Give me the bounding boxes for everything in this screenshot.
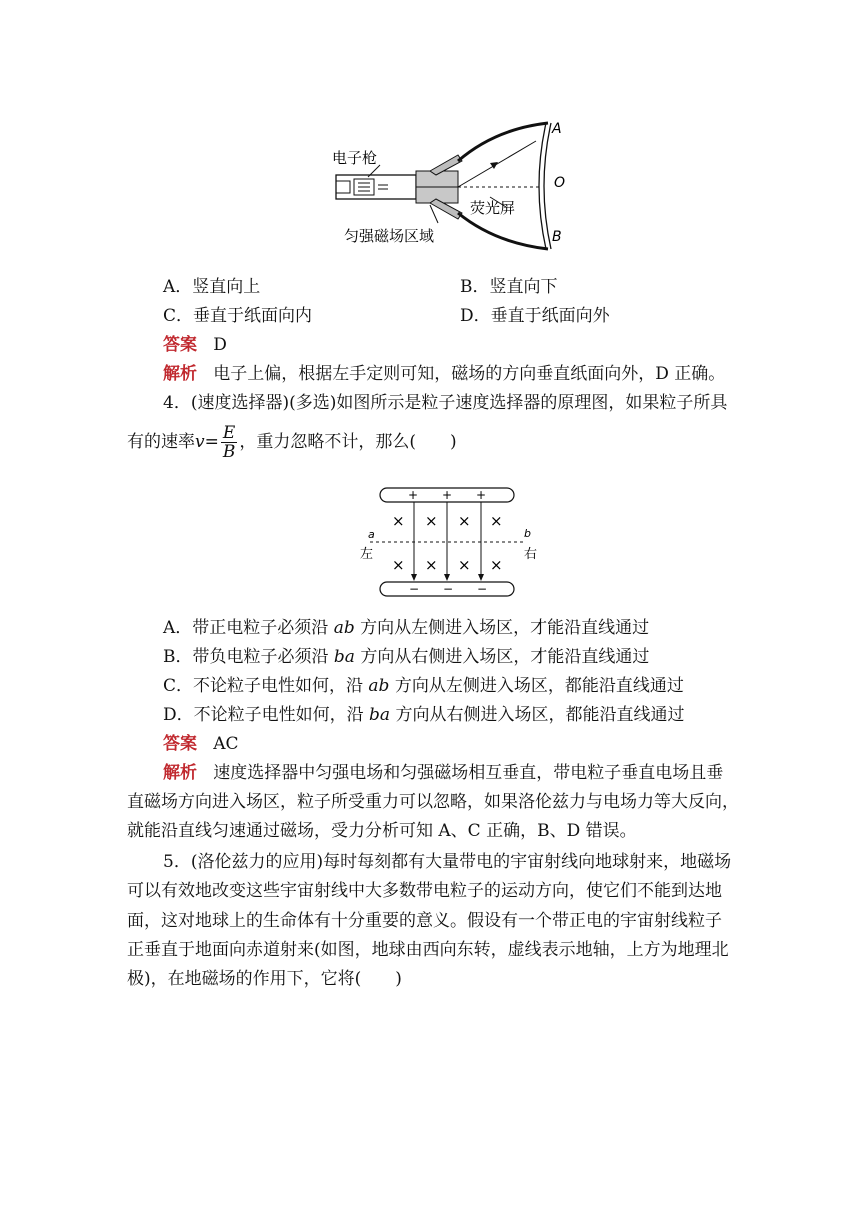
option-key: C． [163, 676, 194, 696]
fraction-denominator: B [222, 441, 236, 462]
analysis-label: 解析 [163, 763, 197, 783]
answer-value: AC [213, 734, 239, 754]
q4-analysis-line2: 直磁场方向进入场区，粒子所受重力可以忽略，如果洛伦兹力与电场力等大反向， [127, 792, 739, 812]
stem-text-post: ，重力忽略不计，那么( ) [239, 432, 457, 452]
fraction-numerator: E [221, 424, 238, 443]
option-text: 方向从右侧进入场区，才能沿直线通过 [354, 647, 650, 667]
option-key: C． [163, 306, 194, 326]
minus-sign: − [477, 582, 488, 596]
var-v: v [195, 432, 205, 452]
option-text: 垂直于纸面向内 [193, 306, 313, 326]
point-o-label: O [554, 175, 566, 191]
option-key: A． [163, 277, 193, 297]
q5-line1: 5．(洛伦兹力的应用)每时每刻都有大量带电的宇宙射线向地球射来，地磁场 [163, 852, 732, 872]
crt-figure [320, 115, 580, 255]
q4-stem-line2 [127, 424, 457, 460]
right-label: 右 [524, 547, 538, 562]
minus-sign: − [443, 582, 454, 596]
plus-sign: + [408, 488, 419, 502]
q4-option-d [163, 704, 684, 726]
cross-mark: × [458, 512, 471, 530]
q3-option-a [163, 276, 260, 298]
q4-option-c [163, 675, 684, 697]
velocity-selector-figure [350, 480, 550, 605]
option-var: ba [369, 705, 391, 725]
stem-text: 有的速率 [127, 432, 195, 452]
answer-label: 答案 [163, 734, 197, 754]
left-label: 左 [360, 547, 374, 562]
option-text: 竖直向下 [489, 277, 558, 297]
option-text: 垂直于纸面向外 [490, 306, 610, 326]
q4-analysis-line3: 就能沿直线匀速通过磁场，受力分析可知 A、C 正确，B、D 错误。 [127, 821, 637, 841]
option-key: B． [460, 277, 490, 297]
q4-option-b [163, 646, 649, 668]
q5-line4: 正垂直于地面向赤道射来(如图，地球由西向东转，虚线表示地轴，上方为地理北 [127, 940, 729, 960]
option-text: 方向从左侧进入场区，才能沿直线通过 [354, 618, 650, 638]
option-key: D． [163, 705, 194, 725]
electron-gun-label: 电子枪 [332, 149, 378, 167]
answer-value: D [213, 335, 227, 355]
point-b-label: B [552, 229, 562, 245]
point-a-label: A [552, 121, 562, 137]
cross-mark: × [425, 556, 438, 574]
field-region-label: 匀强磁场区域 [344, 227, 435, 245]
option-text: 带负电粒子必须沿 [192, 647, 334, 667]
cross-mark: × [392, 512, 405, 530]
option-key: B． [163, 647, 193, 667]
option-text: 竖直向上 [192, 277, 261, 297]
q5-line3: 面，这对地球上的生命体有十分重要的意义。假设有一个带正电的宇宙射线粒子 [127, 911, 722, 931]
q3-option-c [163, 305, 312, 327]
fraction-e-over-b [221, 424, 238, 461]
analysis-text: 电子上偏，根据左手定则可知，磁场的方向垂直纸面向外，D 正确。 [213, 364, 726, 384]
minus-sign: − [409, 582, 420, 596]
option-key: D． [460, 306, 491, 326]
analysis-text: 速度选择器中匀强电场和匀强磁场相互垂直，带电粒子垂直电场且垂 [213, 763, 724, 783]
option-var: ab [333, 618, 355, 638]
option-text: 方向从右侧进入场区，都能沿直线通过 [390, 705, 685, 725]
point-a-label: a [368, 528, 375, 541]
q3-answer [163, 334, 227, 356]
q5-line5: 极)，在地磁场的作用下，它将( ) [127, 969, 402, 989]
plus-sign: + [476, 488, 487, 502]
q3-analysis [163, 363, 725, 385]
option-var: ab [368, 676, 390, 696]
q3-option-b [460, 276, 558, 298]
point-b-label: b [524, 527, 531, 540]
cross-mark: × [392, 556, 405, 574]
screen-label: 荧光屏 [470, 199, 516, 217]
option-text: 方向从左侧进入场区，都能沿直线通过 [389, 676, 684, 696]
q4-option-a [163, 617, 649, 639]
q4-answer [163, 733, 239, 755]
option-text: 不论粒子电性如何，沿 [193, 705, 370, 725]
q5-line2: 可以有效地改变这些宇宙射线中大多数带电粒子的运动方向，使它们不能到达地 [127, 881, 722, 901]
cross-mark: × [425, 512, 438, 530]
cross-mark: × [490, 512, 503, 530]
q4-analysis-line1 [163, 762, 723, 784]
cross-mark: × [458, 556, 471, 574]
analysis-label: 解析 [163, 364, 197, 384]
option-text: 带正电粒子必须沿 [192, 618, 334, 638]
q3-option-d [460, 305, 610, 327]
answer-label: 答案 [163, 335, 197, 355]
q4-stem-line1: 4．(速度选择器)(多选)如图所示是粒子速度选择器的原理图，如果粒子所具 [163, 393, 728, 413]
plus-sign: + [442, 488, 453, 502]
option-var: ba [333, 647, 355, 667]
equals-sign: = [204, 432, 219, 452]
cross-mark: × [490, 556, 503, 574]
option-text: 不论粒子电性如何，沿 [193, 676, 369, 696]
option-key: A． [163, 618, 193, 638]
